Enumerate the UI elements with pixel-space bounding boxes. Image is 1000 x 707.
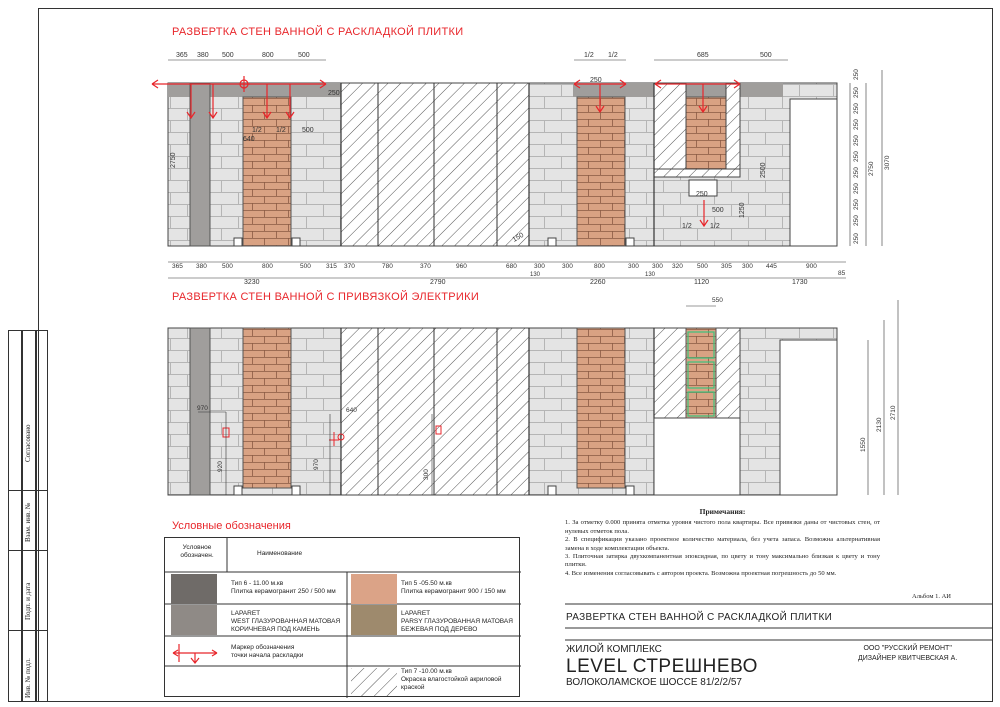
svg-text:250: 250 — [853, 183, 860, 194]
dim-right-3070: 3070 — [884, 155, 891, 170]
dim-b-800b: 800 — [594, 263, 605, 270]
dim-small-130b: 130 — [645, 272, 656, 278]
legend-marker-icon — [171, 642, 221, 664]
dim-inner-half-c: 1/2 — [682, 223, 692, 230]
dim-inner-250: 250 — [328, 90, 340, 97]
dim-el-300: 300 — [423, 469, 430, 480]
svg-text:250: 250 — [853, 119, 860, 130]
dim-top-500c: 500 — [760, 52, 772, 59]
dim-b-370b: 370 — [420, 263, 431, 270]
bottom-dimension-row1 — [172, 263, 846, 277]
electric-section-title: РАЗВЕРТКА СТЕН ВАННОЙ С ПРИВЯЗКОЙ ЭЛЕКТРИКИ — [172, 291, 480, 303]
stamp-inv-replace: Взам. инв. № — [24, 502, 32, 542]
dim-b-320: 320 — [672, 263, 683, 270]
legend-item-2: Тип 5 -05.50 м.кв Плитка керамогранит 900 / 150 мм — [401, 580, 506, 595]
stamp-agreed: Согласовано — [24, 424, 32, 462]
svg-text:250: 250 — [853, 135, 860, 146]
notes-block — [565, 508, 880, 578]
svg-text:250: 250 — [853, 69, 860, 80]
legend-title: Условные обозначения — [172, 520, 291, 532]
dim-b-300c: 300 — [628, 263, 639, 270]
notes-title: Примечания: — [699, 507, 746, 516]
dim-inner-250b: 250 — [590, 77, 602, 84]
dim-el-920: 920 — [217, 461, 224, 472]
dim-el-2130: 2130 — [876, 417, 883, 432]
svg-text:250: 250 — [853, 87, 860, 98]
note-2: 2. В спецификации указано проектное количество материала, без учета запаса. Возможна альтернативная замена в ходе комплектации объекта. — [565, 536, 880, 552]
title-block-complex: ЖИЛОЙ КОМПЛЕКС — [566, 644, 662, 655]
dim-b-300d: 300 — [652, 263, 663, 270]
dim-small-130a: 130 — [530, 272, 541, 278]
svg-text:250: 250 — [853, 215, 860, 226]
dim-top-685: 685 — [697, 52, 709, 59]
electric-elevation — [168, 300, 898, 495]
legend-col-name: Наименование — [257, 550, 303, 557]
dim-b-85: 85 — [838, 270, 846, 277]
dim-el-550: 550 — [712, 297, 723, 304]
legend-item-3: LAPARET WEST ГЛАЗУРОВАННАЯ МАТОВАЯ КОРИЧНЕВАЯ ПОД КАМЕНЬ — [231, 610, 341, 633]
dim-b-380: 380 — [196, 263, 207, 270]
dim-b-305: 305 — [721, 263, 732, 270]
dim-b-800: 800 — [262, 263, 273, 270]
legend-item-4: LAPARET PARSY ГЛАЗУРОВАННАЯ МАТОВАЯ БЕЖЕВАЯ ПОД ДЕРЕВО — [401, 610, 513, 633]
svg-text:250: 250 — [853, 167, 860, 178]
legend-col-symbol: Условное обозначен. — [180, 544, 214, 559]
title-block-sheet-title: РАЗВЕРТКА СТЕН ВАННОЙ С РАСКЛАДКОЙ ПЛИТКИ — [566, 612, 833, 623]
legend-swatch-grey-tile — [171, 574, 217, 604]
dim-inner-250c: 250 — [696, 191, 708, 198]
note-4: 4. Все изменения согласовывать с автором проекта. Возможна проектная погрешность до 50 мм. — [565, 569, 837, 577]
dim-el-2710: 2710 — [890, 405, 897, 420]
dim-b-300: 300 — [534, 263, 545, 270]
dim-b-365: 365 — [172, 263, 183, 270]
dim-right-2750: 2750 — [868, 161, 875, 176]
legend-item-1: Тип 6 - 11.00 м.кв Плитка керамогранит 250 / 500 мм — [231, 580, 336, 595]
dim-b-370: 370 — [344, 263, 355, 270]
dim-inner-640: 640 — [243, 136, 255, 143]
stamp-inv-orig: Инв. № подл. — [24, 658, 32, 698]
note-1: 1. За отметку 0.000 принята отметка уровня чистого пола квартиры. Все привязки даны от чистовых стен, от нулевых отметок пола. — [565, 519, 880, 535]
tiles-section-title: РАЗВЕРТКА СТЕН ВАННОЙ С РАСКЛАДКОЙ ПЛИТКИ — [172, 26, 464, 38]
dim-b-315: 315 — [326, 263, 337, 270]
stamp-sign-date: Подп. и дата — [24, 582, 32, 620]
legend-item-6: Тип 7 -10.00 м.кв Окраска влагостойкой акриловой краской — [401, 668, 502, 691]
dim-b-960: 960 — [456, 263, 467, 270]
dim-el-970: 970 — [197, 405, 208, 412]
dim-top-half-b: 1/2 — [608, 52, 618, 59]
dim-el-1550: 1550 — [860, 437, 867, 452]
svg-text:250: 250 — [853, 151, 860, 162]
dim-b-445: 445 — [766, 263, 777, 270]
dim-total-1120: 1120 — [694, 279, 710, 286]
legend-swatch-stone — [171, 605, 217, 635]
dim-b-900: 900 — [806, 263, 817, 270]
legend-item-5: Маркер обозначения точки начала раскладки — [231, 644, 304, 659]
dim-inner-500: 500 — [302, 127, 314, 134]
dim-inner-half-d: 1/2 — [710, 223, 720, 230]
dim-inner-1250: 1250 — [739, 202, 746, 218]
bottom-dimension-row2 — [244, 272, 808, 286]
company-name: ООО "РУССКИЙ РЕМОНТ" — [863, 645, 952, 652]
dim-total-2260: 2260 — [590, 279, 606, 286]
svg-text:250: 250 — [853, 199, 860, 210]
dim-inner-500b: 500 — [712, 207, 724, 214]
title-block-address: ВОЛОКОЛАМСКОЕ ШОССЕ 81/2/2/57 — [566, 677, 742, 688]
dim-inner-2500: 2500 — [760, 162, 767, 178]
tile-elevation — [152, 60, 882, 278]
dim-inner-2750: 2750 — [170, 152, 177, 168]
legend-table — [164, 537, 520, 697]
legend-swatch-brick-tile — [351, 574, 397, 604]
dim-top-365: 365 — [176, 52, 188, 59]
dim-top-380: 380 — [197, 52, 209, 59]
dim-b-780: 780 — [382, 263, 393, 270]
designer-name: ДИЗАЙНЕР КВИТЧЕВСКАЯ А. — [858, 655, 958, 662]
dim-b-500b: 500 — [300, 263, 311, 270]
dim-el-970b: 970 — [313, 459, 320, 470]
dim-top-800: 800 — [262, 52, 274, 59]
dim-total-3230: 3230 — [244, 279, 260, 286]
dim-b-500c: 500 — [697, 263, 708, 270]
dim-top-500: 500 — [222, 52, 234, 59]
legend-swatch-hatch — [351, 668, 397, 696]
dim-b-300e: 300 — [742, 263, 753, 270]
dim-b-500: 500 — [222, 263, 233, 270]
title-block-company — [858, 644, 957, 664]
dim-inner-150: 150 — [511, 231, 526, 244]
legend-swatch-wood — [351, 605, 397, 635]
title-block-project: LEVEL СТРЕШНЕВО — [566, 656, 758, 677]
dim-inner-half-a: 1/2 — [252, 127, 262, 134]
dim-el-640: 640 — [346, 407, 357, 414]
svg-text:250: 250 — [853, 233, 860, 244]
dim-top-half-a: 1/2 — [584, 52, 594, 59]
dim-b-680: 680 — [506, 263, 517, 270]
dim-total-1730: 1730 — [792, 279, 808, 286]
note-3: 3. Плиточная затирка двухкомпанентная эпоксидная, по цвету и тону максимально близкая к цвету и тону плитки. — [565, 553, 880, 569]
svg-text:250: 250 — [853, 103, 860, 114]
dim-total-2790: 2790 — [430, 279, 446, 286]
dim-inner-half-b: 1/2 — [276, 127, 286, 134]
dim-b-300b: 300 — [562, 263, 573, 270]
right-dimension-stack — [853, 69, 891, 244]
album-label: Альбом 1. АИ — [912, 593, 951, 600]
dim-top-500b: 500 — [298, 52, 310, 59]
